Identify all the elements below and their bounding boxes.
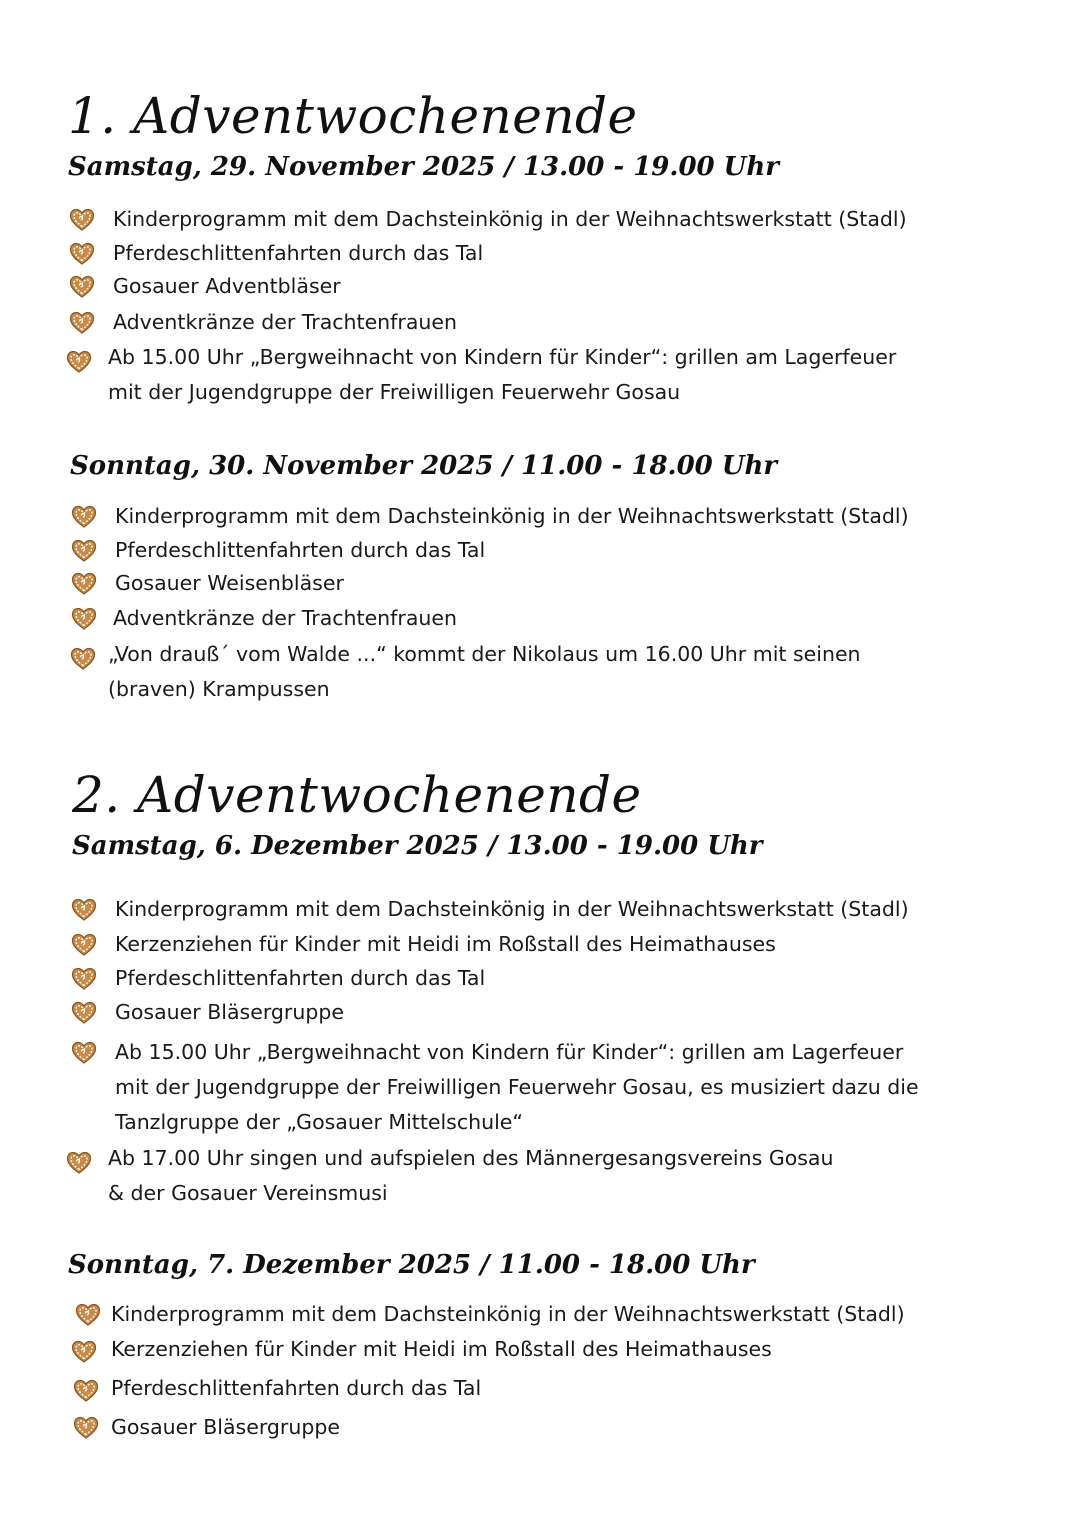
gingerbread-heart-icon <box>69 242 95 266</box>
gingerbread-heart-icon <box>73 1379 99 1403</box>
list-item: Pferdeschlittenfahrten durch das Tal <box>115 961 485 996</box>
weekend-title-1: 1. Adventwochenende <box>68 87 638 145</box>
gingerbread-heart-icon <box>71 933 97 957</box>
list-item: Adventkränze der Trachtenfrauen <box>113 305 457 340</box>
list-item: Ab 17.00 Uhr singen und aufspielen des Männergesangsvereins Gosau & der Gosauer Vereinsmusi <box>108 1141 833 1211</box>
day-heading-sat-29-nov: Samstag, 29. November 2025 / 13.00 - 19.00 Uhr <box>68 152 779 182</box>
day-heading-sat-6-dez: Samstag, 6. Dezember 2025 / 13.00 - 19.00 Uhr <box>72 831 763 861</box>
list-item: Ab 15.00 Uhr „Bergweihnacht von Kindern für Kinder“: grillen am Lagerfeuer mit der Jugendgruppe der Freiwilligen Feuerwehr Gosau <box>108 340 896 410</box>
gingerbread-heart-icon <box>71 1041 97 1065</box>
gingerbread-heart-icon <box>71 607 97 631</box>
gingerbread-heart-icon <box>69 208 95 232</box>
list-item: Kinderprogramm mit dem Dachsteinkönig in der Weihnachtswerkstatt (Stadl) <box>115 892 909 927</box>
gingerbread-heart-icon <box>71 539 97 563</box>
list-item: Gosauer Adventbläser <box>113 269 341 304</box>
list-item: Pferdeschlittenfahrten durch das Tal <box>115 533 485 568</box>
list-item: Kinderprogramm mit dem Dachsteinkönig in der Weihnachtswerkstatt (Stadl) <box>113 202 907 237</box>
day-heading-sun-30-nov: Sonntag, 30. November 2025 / 11.00 - 18.00 Uhr <box>70 451 778 481</box>
gingerbread-heart-icon <box>66 350 92 374</box>
list-item: Gosauer Weisenbläser <box>115 566 344 601</box>
gingerbread-heart-icon <box>69 311 95 335</box>
weekend-title-2: 2. Adventwochenende <box>72 766 642 824</box>
list-item: Gosauer Bläsergruppe <box>115 995 344 1030</box>
list-item: Gosauer Bläsergruppe <box>111 1410 340 1445</box>
list-item: Kinderprogramm mit dem Dachsteinkönig in der Weihnachtswerkstatt (Stadl) <box>115 499 909 534</box>
list-item: Ab 15.00 Uhr „Bergweihnacht von Kindern für Kinder“: grillen am Lagerfeuer mit der Jugendgruppe der Freiwilligen Feuerwehr Gosau, es musiziert dazu die Tanzlgruppe der „Gosauer Mittelschule“ <box>115 1035 919 1140</box>
gingerbread-heart-icon <box>69 275 95 299</box>
gingerbread-heart-icon <box>71 967 97 991</box>
gingerbread-heart-icon <box>71 572 97 596</box>
list-item: Kerzenziehen für Kinder mit Heidi im Roßstall des Heimathauses <box>115 927 776 962</box>
gingerbread-heart-icon <box>71 1340 97 1364</box>
gingerbread-heart-icon <box>73 1416 99 1440</box>
gingerbread-heart-icon <box>71 898 97 922</box>
list-item: Pferdeschlittenfahrten durch das Tal <box>113 236 483 271</box>
day-heading-sun-7-dez: Sonntag, 7. Dezember 2025 / 11.00 - 18.00 Uhr <box>68 1250 755 1280</box>
list-item: Adventkränze der Trachtenfrauen <box>113 601 457 636</box>
list-item: Kerzenziehen für Kinder mit Heidi im Roßstall des Heimathauses <box>111 1332 772 1367</box>
list-item: „Von drauß´ vom Walde ...“ kommt der Nikolaus um 16.00 Uhr mit seinen (braven) Krampussen <box>108 637 861 707</box>
list-item: Kinderprogramm mit dem Dachsteinkönig in der Weihnachtswerkstatt (Stadl) <box>111 1297 905 1332</box>
gingerbread-heart-icon <box>66 1151 92 1175</box>
gingerbread-heart-icon <box>71 505 97 529</box>
gingerbread-heart-icon <box>71 1001 97 1025</box>
list-item: Pferdeschlittenfahrten durch das Tal <box>111 1371 481 1406</box>
gingerbread-heart-icon <box>70 647 96 671</box>
gingerbread-heart-icon <box>75 1303 101 1327</box>
